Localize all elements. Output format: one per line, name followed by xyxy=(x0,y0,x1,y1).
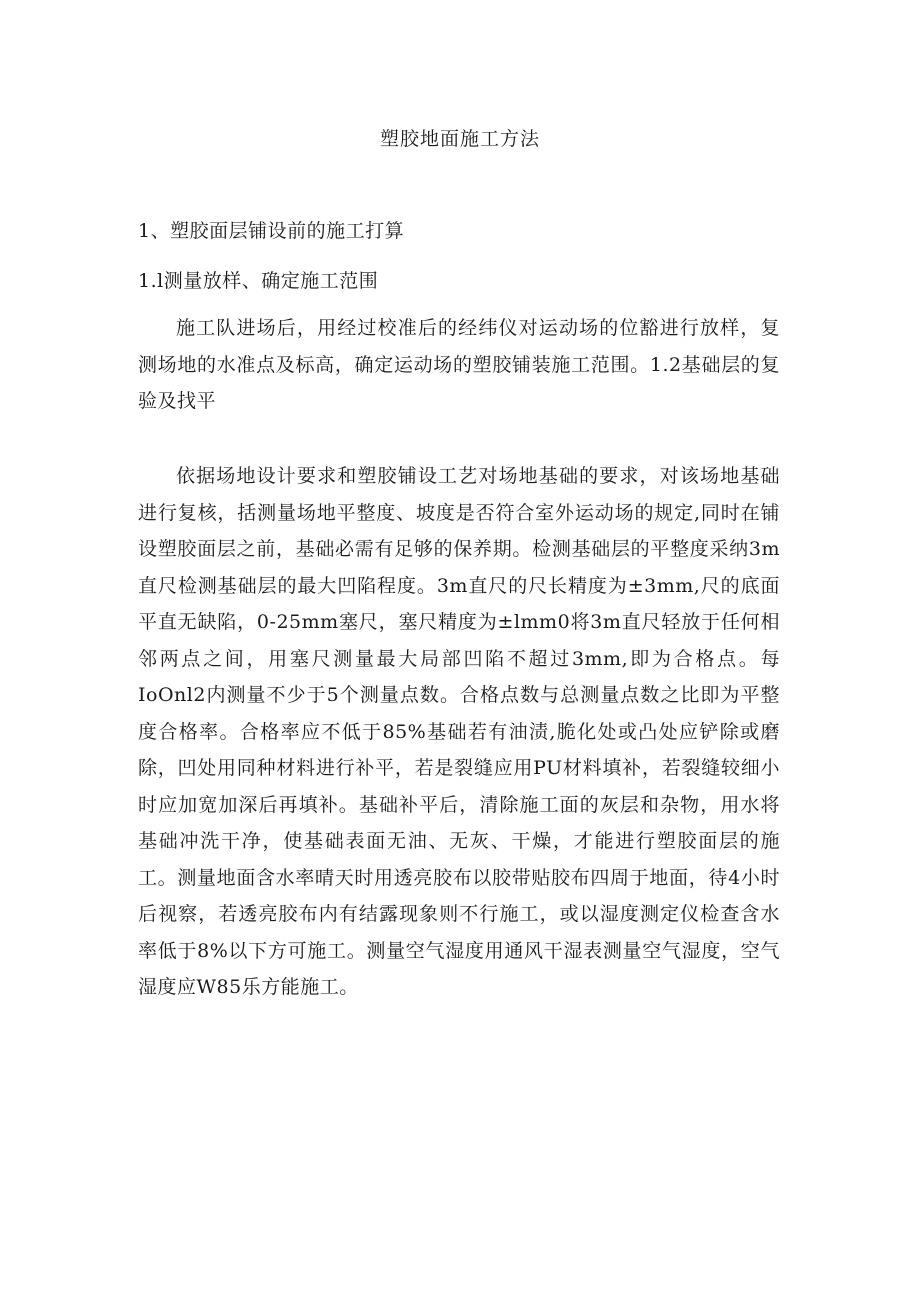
paragraph-survey: 施工队进场后，用经过校准后的经纬仪对运动场的位豁进行放样，复测场地的水准点及标高，确定运动场的塑胶铺装施工范围。1.2基础层的复验及找平 xyxy=(138,317,780,412)
paragraph-base-layer: 依据场地设计要求和塑胶铺设工艺对场地基础的要求，对该场地基础进行复核，括测量场地平整度、坡度是否符合室外运动场的规定,同时在铺设塑胶面层之前，基础必需有足够的保养期。检测基础层的平整度采纳3m直尺检测基础层的最大凹陷程度。3m直尺的尺长精度为±3mm,尺的底面平直无缺陷，0-25mm塞尺，塞尺精度为±lmm0将3m直尺轻放于任何相邻两点之间，用塞尺测量最大局部凹陷不超过3mm,即为合格点。每IoOnl2内测量不少于5个测量点数。合格点数与总测量点数之比即为平整度合格率。合格率应不低于85%基础若有油渍,脆化处或凸处应铲除或磨除，凹处用同种材料进行补平，若是裂缝应用PU材料填补，若裂缝较细小时应加宽加深后再填补。基础补平后，清除施工面的灰层和杂物，用水将基础冲洗干净，使基础表面无油、无灰、干燥，才能进行塑胶面层的施工。测量地面含水率晴天时用透亮胶布以胶带贴胶布四周于地面，待4小时后视察，若透亮胶布内有结露现象则不行施工，或以湿度测定仪检查含水率低于8%以下方可施工。测量空气湿度用通风干湿表测量空气湿度，空气湿度应W85乐方能施工。 xyxy=(138,465,780,998)
subsection-heading: 1.l测量放样、确定施工范围 xyxy=(138,270,379,292)
section-heading: 1、塑胶面层铺设前的施工打算 xyxy=(138,220,405,242)
document-title: 塑胶地面施工方法 xyxy=(379,128,540,150)
